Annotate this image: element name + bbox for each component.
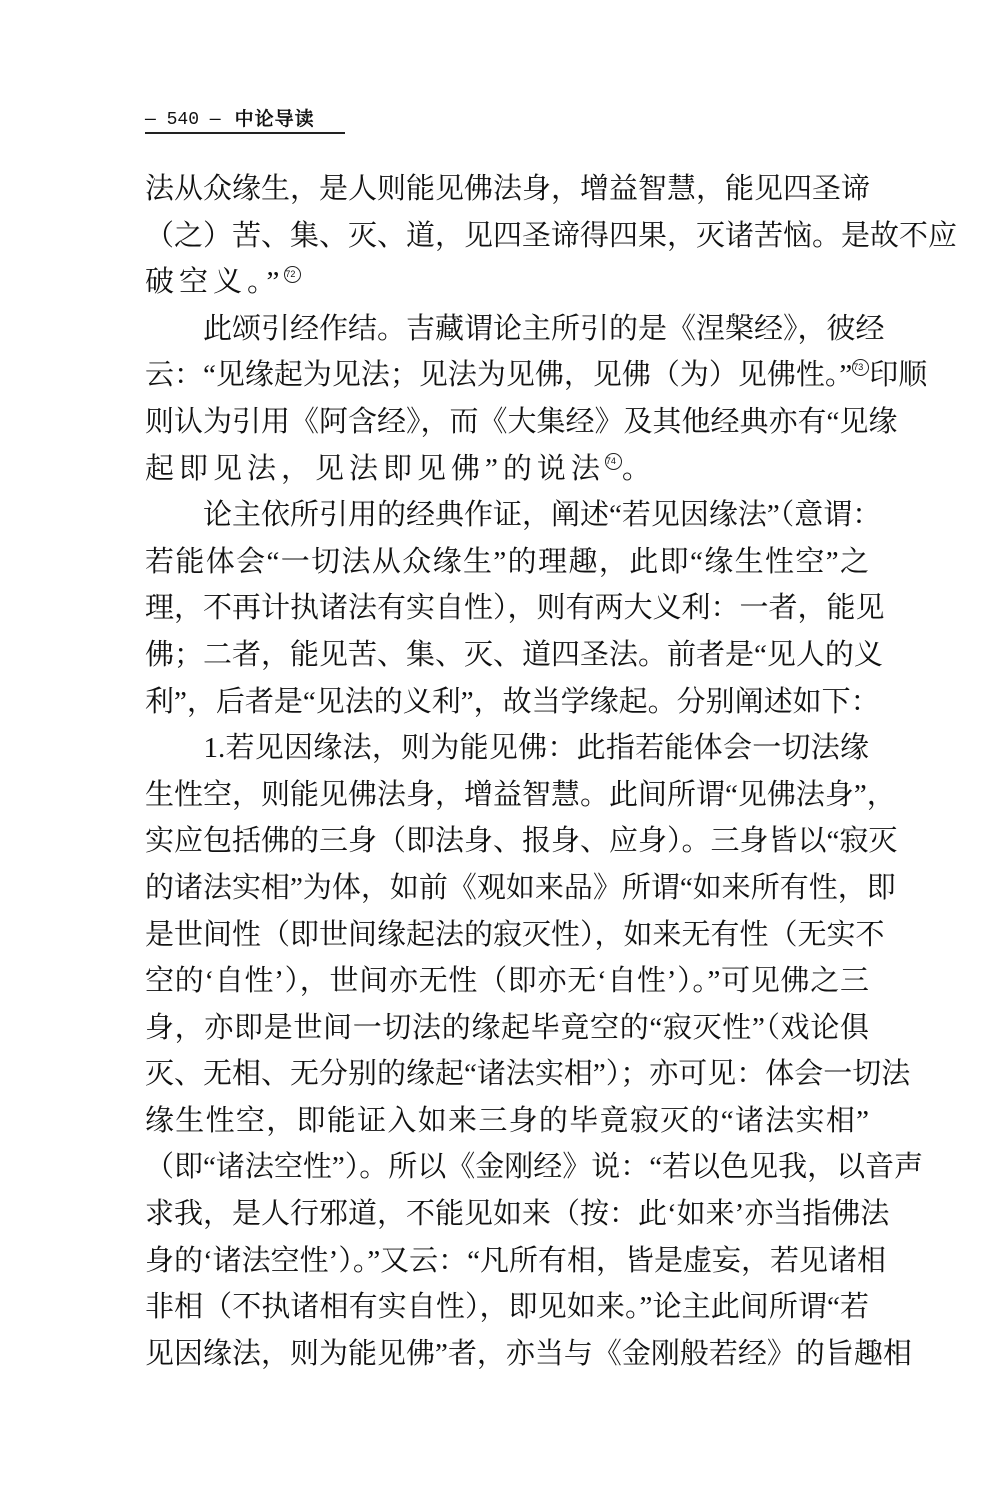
text-segment: 身，亦即是世间一切法的缘起毕竟空的“寂灭性”（戏论俱 — [145, 1011, 869, 1044]
text-segment: 论主依所引用的经典作证，阐述“若见因缘法”（意谓： — [145, 499, 882, 532]
text-line — [145, 352, 928, 399]
footnote-marker: 72 — [284, 266, 301, 283]
text-segment: 1.若见因缘法，则为能见佛：此指若能体会一切法缘 — [145, 732, 869, 765]
text-segment: 缘生性空，即能证入如来三身的毕竟寂灭的“诸法实相” — [145, 1104, 869, 1137]
text-line — [145, 632, 883, 679]
text-segment: 。 — [621, 452, 656, 485]
text-line — [145, 492, 882, 539]
text-segment: 见因缘法，则为能见佛”者，亦当与《金刚般若经》的旨趣相 — [145, 1337, 912, 1370]
text-line — [145, 306, 885, 353]
text-line — [145, 1191, 890, 1238]
text-line — [145, 679, 880, 726]
text-segment: 的诸法实相”为体，如前《观如来品》所谓“如来所有性，即 — [145, 871, 896, 904]
text-line — [145, 585, 885, 632]
text-line — [145, 772, 896, 819]
page-number: — 540 — — [145, 110, 221, 130]
book-title: 中论导读 — [234, 109, 315, 130]
text-segment: 破空义。” — [145, 266, 285, 299]
text-line — [145, 166, 869, 213]
text-line — [145, 1144, 924, 1191]
text-line — [145, 725, 869, 772]
footnote-marker: 74 — [605, 453, 622, 470]
text-line — [145, 1284, 869, 1331]
text-line — [145, 1005, 869, 1052]
body-text — [145, 166, 958, 1377]
text-line — [145, 1238, 887, 1285]
text-segment: 若能体会“一切法从众缘生”的理趣，此即“缘生性空”之 — [145, 545, 869, 578]
text-line — [145, 446, 869, 493]
text-segment: （之）苦、集、灭、道，见四圣谛得四果，灭诸苦恼。是故不应 — [145, 219, 958, 252]
text-line — [145, 958, 869, 1005]
text-segment: 起即见法，见法即见佛”的说法 — [145, 452, 605, 485]
text-segment: 生性空，则能见佛法身，增益智慧。此间所谓“见佛法身”， — [145, 778, 896, 811]
text-segment: 则认为引用《阿含经》，而《大集经》及其他经典亦有“见缘 — [145, 405, 898, 438]
text-segment: （即“诸法空性”）。所以《金刚经》说：“若以色见我，以音声 — [145, 1151, 924, 1184]
text-segment: 利”，后者是“见法的义利”，故当学缘起。分别阐述如下： — [145, 685, 880, 718]
text-line — [145, 539, 869, 586]
running-header — [145, 108, 345, 134]
text-segment: 空的‘自性’），世间亦无性（即亦无‘自性’）。”可见佛之三 — [145, 965, 869, 998]
text-segment: 非相（不执诸相有实自性），即见如来。”论主此间所谓“若 — [145, 1291, 869, 1324]
text-line — [145, 1331, 912, 1378]
text-segment: 求我，是人行邪道，不能见如来（按：此‘如来’亦当指佛法 — [145, 1198, 890, 1231]
text-segment: 佛；二者，能见苦、集、灭、道四圣法。前者是“见人的义 — [145, 638, 883, 671]
text-segment: 身的‘诸法空性’）。”又云：“凡所有相，皆是虚妄，若见诸相 — [145, 1244, 887, 1277]
text-line — [145, 865, 896, 912]
text-segment: 法从众缘生，是人则能见佛法身，增益智慧，能见四圣谛 — [145, 173, 871, 205]
text-segment: 实应包括佛的三身（即法身、报身、应身）。三身皆以“寂灭 — [145, 825, 898, 858]
text-segment: 灭、无相、无分别的缘起“诸法实相”）；亦可见：体会一切法 — [145, 1058, 911, 1091]
text-line — [145, 912, 885, 959]
text-segment: 此颂引经作结。吉藏谓论主所引的是《涅槃经》，彼经 — [145, 312, 885, 345]
text-line — [145, 259, 869, 306]
text-segment: 理，不再计执诸法有实自性），则有两大义利：一者，能见 — [145, 592, 885, 625]
footnote-marker: 73 — [852, 359, 869, 376]
text-line — [145, 1098, 869, 1145]
text-line — [145, 213, 958, 260]
text-line — [145, 1051, 911, 1098]
text-line — [145, 399, 898, 446]
text-segment: 印顺 — [869, 359, 928, 392]
text-segment: 云：“见缘起为见法；见法为见佛，见佛（为）见佛性。” — [145, 359, 853, 392]
text-line — [145, 818, 898, 865]
text-segment: 是世间性（即世间缘起法的寂灭性），如来无有性（无实不 — [145, 918, 885, 951]
